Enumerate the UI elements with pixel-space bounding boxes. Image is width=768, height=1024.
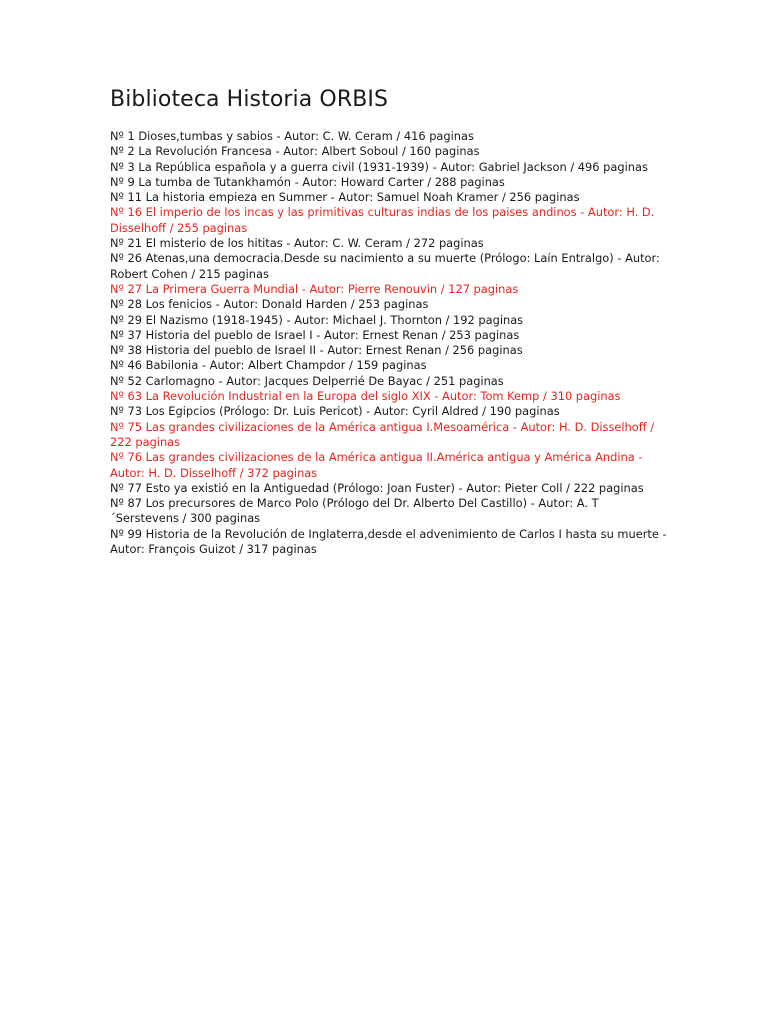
list-item: Nº 3 La República española y a guerra civil (1931-1939) - Autor: Gabriel Jackson / 496 paginas bbox=[110, 159, 648, 174]
list-item: Nº 11 La historia empieza en Summer - Autor: Samuel Noah Kramer / 256 paginas bbox=[110, 190, 580, 205]
list-item: Nº 76 Las grandes civilizaciones de la América antigua II.América antigua y América Andina - Autor: H. D. Disselhoff / 372 paginas bbox=[110, 450, 643, 480]
book-list bbox=[110, 129, 670, 557]
list-item: Nº 77 Esto ya existió en la Antiguedad (Prólogo: Joan Fuster) - Autor: Pieter Coll / 222 paginas bbox=[110, 480, 644, 495]
list-item: Nº 99 Historia de la Revolución de Inglaterra,desde el advenimiento de Carlos I hasta su muerte - Autor: François Guizot / 317 paginas bbox=[110, 526, 667, 557]
document-page bbox=[110, 84, 670, 557]
list-item: Nº 29 El Nazismo (1918-1945) - Autor: Michael J. Thornton / 192 paginas bbox=[110, 312, 524, 327]
list-item: Nº 26 Atenas,una democracia.Desde su nacimiento a su muerte (Prólogo: Laín Entralgo) - Autor: Robert Cohen / 215 paginas bbox=[110, 251, 660, 281]
list-item: Nº 75 Las grandes civilizaciones de la América antigua I.Mesoamérica - Autor: H. D. Disselhoff / 222 paginas bbox=[110, 419, 655, 449]
list-item: Nº 21 El misterio de los hititas - Autor: C. W. Ceram / 272 paginas bbox=[110, 236, 484, 251]
list-item: Nº 16 El imperio de los incas y las primitivas culturas indias de los paises andinos - Autor: H. D. Disselhoff / 255 paginas bbox=[110, 205, 655, 235]
list-item: Nº 2 La Revolución Francesa - Autor: Albert Soboul / 160 paginas bbox=[110, 144, 480, 159]
list-item: Nº 52 Carlomagno - Autor: Jacques Delperrié De Bayac / 251 paginas bbox=[110, 373, 504, 388]
page-title: Biblioteca Historia ORBIS bbox=[110, 87, 389, 112]
list-item: Nº 1 Dioses,tumbas y sabios - Autor: C. W. Ceram / 416 paginas bbox=[110, 129, 474, 143]
list-item: Nº 27 La Primera Guerra Mundial - Autor: Pierre Renouvin / 127 paginas bbox=[110, 281, 519, 296]
list-item: Nº 9 La tumba de Tutankhamón - Autor: Howard Carter / 288 paginas bbox=[110, 174, 505, 189]
list-item: Nº 37 Historia del pueblo de Israel I - Autor: Ernest Renan / 253 paginas bbox=[110, 327, 520, 342]
list-item: Nº 63 La Revolución Industrial en la Europa del siglo XIX - Autor: Tom Kemp / 310 paginas bbox=[110, 389, 621, 404]
list-item: Nº 87 Los precursores de Marco Polo (Prólogo del Dr. Alberto Del Castillo) - Autor: A. T ´Serstevens / 300 paginas bbox=[110, 496, 599, 526]
list-item: Nº 46 Babilonia - Autor: Albert Champdor / 159 paginas bbox=[110, 358, 427, 373]
list-item: Nº 28 Los fenicios - Autor: Donald Harden / 253 paginas bbox=[110, 297, 429, 312]
list-item: Nº 73 Los Egipcios (Prólogo: Dr. Luis Pericot) - Autor: Cyril Aldred / 190 paginas bbox=[110, 404, 560, 419]
list-item: Nº 38 Historia del pueblo de Israel II - Autor: Ernest Renan / 256 paginas bbox=[110, 343, 523, 358]
